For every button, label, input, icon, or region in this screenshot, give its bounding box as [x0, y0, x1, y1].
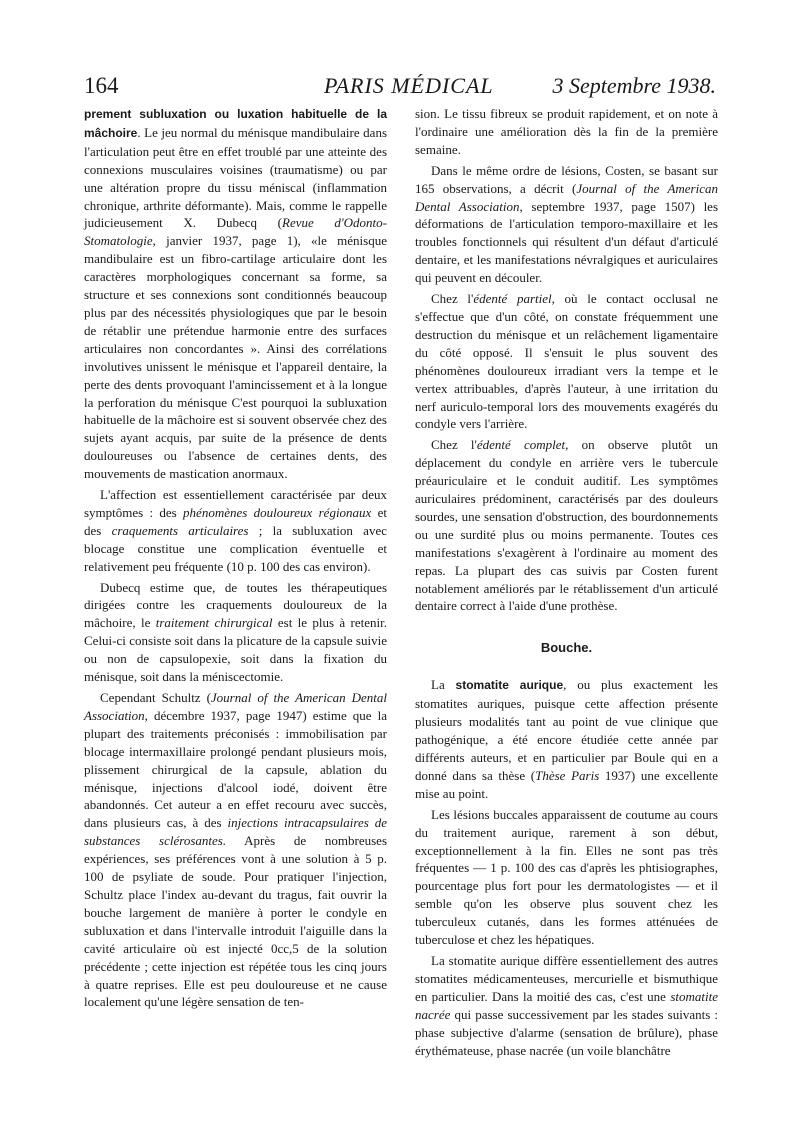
paragraph [415, 105, 718, 159]
italic-text: phénomènes douloureux régionaux [183, 504, 372, 520]
text-run: est le plus à retenir. Celui-ci consiste soit dans la plicature de la capsule suivie ou non de capsulopexie, soit dans la fixation du ménisque, soit dans la méniscectomie. [84, 615, 388, 685]
text-run: septembre 1937, page 1507) les déformations de l'articulation temporo-maxillaire et les troubles fonctionnels qui résultent d'un défaut d'articulé dentaire, et les manifestations névralgiques et auriculaires qui peuvent en découler. [415, 198, 719, 286]
paragraph [415, 806, 718, 949]
text-run: 1937) une excellente mise au point. [415, 767, 718, 801]
text-run: décembre 1937, page 1947) estime que la plupart des traitements préconisés : immobilisation par blocage intermaxillaire prolongé pendant plusieurs mois, plissement chirurgical de la capsule, ablation du ménisque, injections d'alcool iodé, doivent être abandonnés. Cet auteur a en effet recouru avec succès, dans plusieurs cas, à des [84, 707, 387, 831]
text-run: où le contact occlusal ne s'effectue que d'un côté, on constate fréquemment une destruction du ménisque et un relâchement ligamentaire du côté opposé. Il s'ensuit le plus souvent des phénomènes douloureux irradiant vers la tempe et le vertex attribuables, d'après l'auteur, à une irritation du nerf auriculo-temporal lors des mouvements exagérés du condyle vers l'arrière. [415, 291, 718, 432]
left-column [84, 105, 387, 1011]
text-run: , ou plus exactement les stomatites auriques, puisque cette affection présente plusieurs modalités tant au point de vue clinique que pathogénique, a été encore étudiée cette année par différents auteurs, et en particulier par Boule qui en a donné dans sa thèse ( [415, 677, 718, 783]
journal-title: PARIS MÉDICAL [324, 73, 494, 98]
text-run: on observe plutôt un déplacement du condyle en arrière vers le tubercule préauriculaire et le conduit auditif. Les symptômes auriculaires prédominent, caractérisés par des douleurs sourdes, une sensation d'obstruction, des bourdonnements ou une surdité plus ou moins permanente. Toutes ces manifestations s'exagèrent à l'ordinaire au moment des repas. La plupart des cas suivis par Costen furent notablement améliorés par le rétablissement d'un articulé dentaire correct à l'aide d'une prothèse. [415, 437, 718, 614]
paragraph [84, 689, 387, 1011]
italic-text: traitement chirurgical [155, 615, 273, 631]
text-run: La [431, 677, 456, 693]
paragraph [415, 162, 718, 287]
bold-term: stomatite aurique [455, 678, 564, 693]
text-run: L'affection est essentiellement caractérisée par deux symptômes : des [84, 487, 387, 520]
text-run: et des [84, 504, 387, 538]
italic-text: Revue d'Odonto-Stomatologie, [84, 215, 387, 249]
right-column [415, 105, 718, 1059]
italic-text: édenté complet, [476, 437, 569, 453]
section-heading: Bouche. [540, 640, 593, 656]
text-run: sion. Le tissu fibreux se produit rapidement, et on note à l'ordinaire une amélioration dès la fin de la première semaine. [415, 106, 718, 157]
italic-text: Journal of the American Dental Association, [415, 180, 718, 214]
text-run: . Le jeu normal du ménisque mandibulaire dans l'articulation peut être en effet troublé par une atteinte des connexions musculaires voisines (traumatisme) ou par une altération propre du tissu méniscal (inflammation chronique, arthrite déformante). Mais, comme le rappelle judicieusement X. Dubecq ( [84, 124, 387, 231]
text-run: Chez l' [431, 291, 474, 307]
page-number: 164 [84, 73, 119, 98]
text-run: Les lésions buccales apparaissent de coutume au cours du traitement aurique, rarement à son début, exceptionnellement à la fin. Elles ne sont pas très fréquentes — 1 p. 100 des cas d'après les phtisiographes, pourcentage plus fort pour les dermatologistes — et il semble qu'on les observe plus souvent chez les tuberculeux cutanés, dans les formes atténuées de tuberculose et chez les hépatiques. [415, 806, 718, 948]
text-run: janvier 1937, page 1), «le ménisque mandibulaire est un fibro-cartilage articulaire dont les caractères morphologiques concernant sa forme, sa structure et ses connexions sont conditionnés beaucoup plus par des nécessités physiologiques que par le besoin de rétablir une prétendue harmonie entre des surfaces articulaires non concordantes ». Ainsi des corrélations involutives unissent le ménisque et l'appareil dentaire, la perte des dents provoquant l'amincissement et à la longue la perforation du ménisque C'est pourquoi la subluxation habituelle de la mâchoire est si souvent observée chez des sujets ayant acquis, par suite de la présence de dents douloureuses ou l'absence de certaines dents, des mouvements de mastication anormaux. [84, 233, 387, 482]
paragraph [84, 105, 387, 483]
text-run: Dans le même ordre de lésions, Costen, se basant sur 165 observations, a décrit ( [415, 162, 718, 196]
italic-text: craquements articulaires [111, 522, 249, 538]
paragraph [415, 676, 718, 802]
paragraph [415, 290, 718, 433]
text-run: Après de nombreuses expériences, ses préférences vont à une solution à 5 p. 100 de psyliate de soude. Pour pratiquer l'injection, Schultz place l'index au-devant du tragus, fait ouvrir la bouche largement de manière à porter le condyle en subluxation et dans l'intervalle introduit l'aiguille dans la cavité articulaire où est injecté 0cc,5 de la solution précédente ; cette injection est répétée tous les cinq jours à quatre reprises. Elle est peu douloureuse et ne cause localement qu'une légère sensation de ten- [84, 833, 387, 1010]
issue-date: 3 Septembre 1938. [552, 73, 716, 98]
page-header [84, 72, 716, 100]
italic-text: stomatite nacrée [415, 988, 718, 1022]
italic-text: édenté partiel, [473, 291, 555, 307]
italic-text: injections intracapsulaires de substances sclérosantes. [84, 815, 388, 849]
bold-term: prement subluxation ou luxation habituelle de la mâchoire [84, 107, 387, 140]
paragraph [415, 952, 718, 1059]
paragraph [415, 436, 718, 615]
paragraph [84, 486, 387, 576]
italic-text: Journal of the American Dental Association, [84, 690, 387, 723]
text-run: ; la subluxation avec blocage constitue une complication éventuelle et relativement peu fréquente (10 p. 100 des cas environ). [84, 522, 387, 574]
text-run: Chez l' [431, 437, 477, 453]
italic-text: Thèse Paris [535, 767, 600, 783]
text-run: qui passe successivement par les stades suivants : phase subjective d'alarme (sensation de brûlure), phase érythémateuse, phase nacrée (un voile blanchâtre [415, 1006, 718, 1058]
paragraph [84, 579, 387, 686]
text-run: Cependant Schultz ( [100, 690, 211, 705]
text-run: La stomatite aurique diffère essentiellement des autres stomatites médicamenteuses, mercurielle et bismuthique en particulier. Dans la moitié des cas, c'est une [415, 952, 718, 1004]
text-run: Dubecq estime que, de toutes les thérapeutiques dirigées contre les craquements douloureux de la mâchoire, le [84, 579, 387, 631]
